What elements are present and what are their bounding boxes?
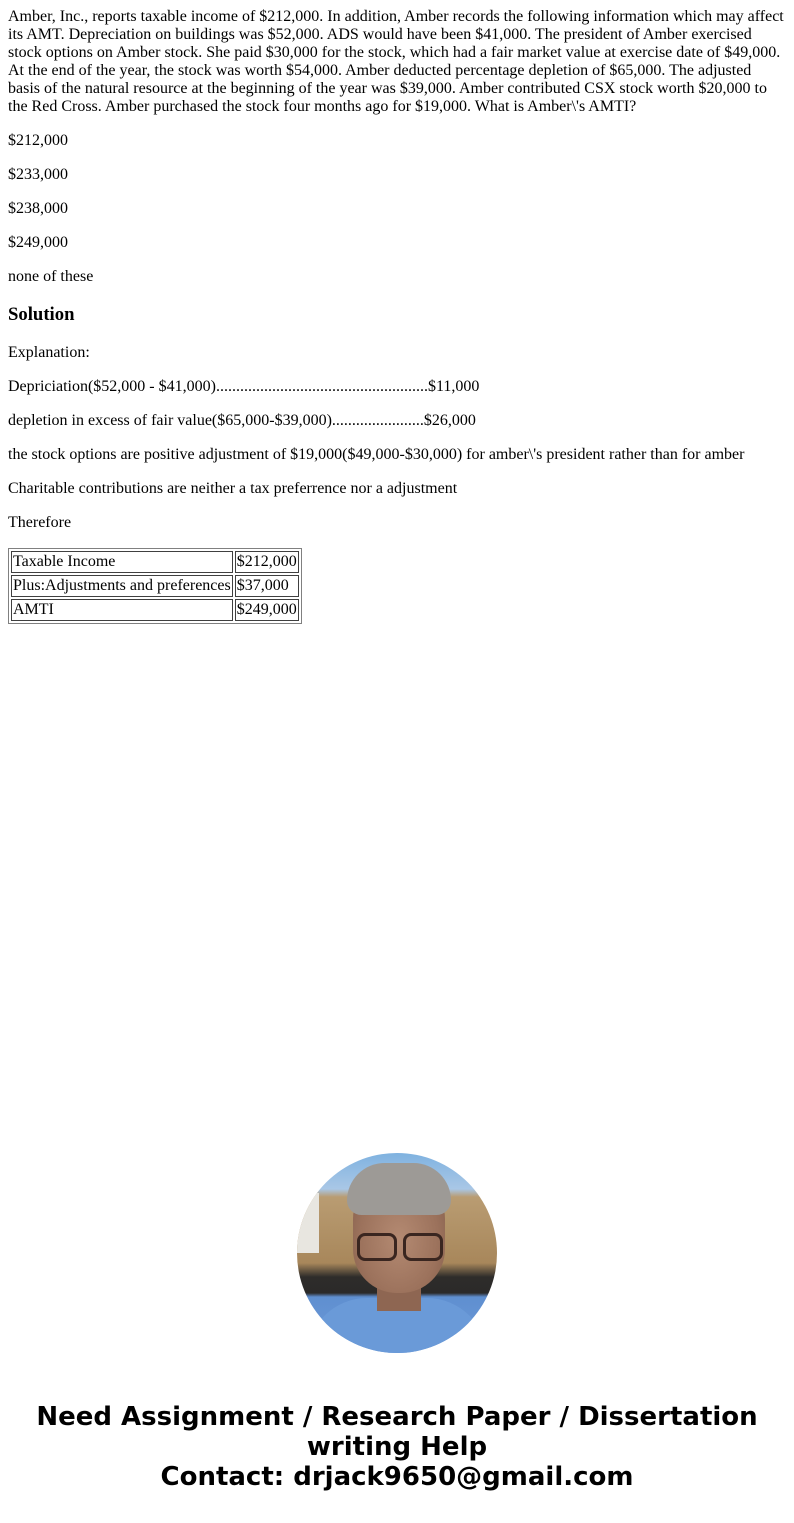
row-value: $212,000 [235,551,299,573]
explanation-depreciation: Depriciation($52,000 - $41,000).....................................................$11,000 [8,378,480,395]
row-label: Taxable Income [11,551,233,573]
answer-option-2: $233,000 [8,166,68,183]
promo-section [0,1153,794,1492]
solution-heading: Solution [8,304,75,325]
answer-option-3: $238,000 [8,200,68,217]
promo-line-1: Need Assignment / Research Paper / Dissertation [36,1402,758,1432]
promo-text [0,1402,794,1492]
answer-option-1: $212,000 [8,132,68,149]
answer-option-5: none of these [8,268,94,285]
row-value: $37,000 [235,575,299,597]
promo-contact: Contact: drjack9650@gmail.com [160,1462,634,1492]
table-row [11,599,299,621]
question-text: Amber, Inc., reports taxable income of $212,000. In addition, Amber records the following information which may affect its AMT. Depreciation on buildings was $52,000. ADS would have been $41,000. The president of Amber exercised stock options on Amber stock. She paid $30,000 for the stock, which had a fair market value at exercise date of $49,000. At the end of the year, the stock was worth $54,000. Amber deducted percentage depletion of $65,000. The adjusted basis of the natural resource at the beginning of the year was $39,000. Amber contributed CSX stock worth $20,000 to the Red Cross. Amber purchased the stock four months ago for $19,000. What is Amber\'s AMTI? [8,8,784,115]
hair-shape [347,1163,451,1215]
table-row [11,551,299,573]
explanation-depletion: depletion in excess of fair value($65,000-$39,000).......................$26,000 [8,412,476,429]
explanation-therefore: Therefore [8,514,72,531]
document-body [0,0,794,624]
avatar [297,1153,497,1353]
explanation-label: Explanation: [8,344,90,361]
answer-option-4: $249,000 [8,234,68,251]
explanation-stock-options: the stock options are positive adjustment of $19,000($49,000-$30,000) for amber\'s president rather than for amber [8,446,745,463]
table-row [11,575,299,597]
amti-summary-table [8,548,302,624]
glasses-right-icon [403,1233,443,1261]
row-label: AMTI [11,599,233,621]
explanation-charitable: Charitable contributions are neither a tax preferrence nor a adjustment [8,480,458,497]
row-label: Plus:Adjustments and preferences [11,575,233,597]
row-value: $249,000 [235,599,299,621]
promo-line-2: writing Help [306,1432,488,1462]
glasses-left-icon [357,1233,397,1261]
wall-switchboard [297,1193,319,1253]
